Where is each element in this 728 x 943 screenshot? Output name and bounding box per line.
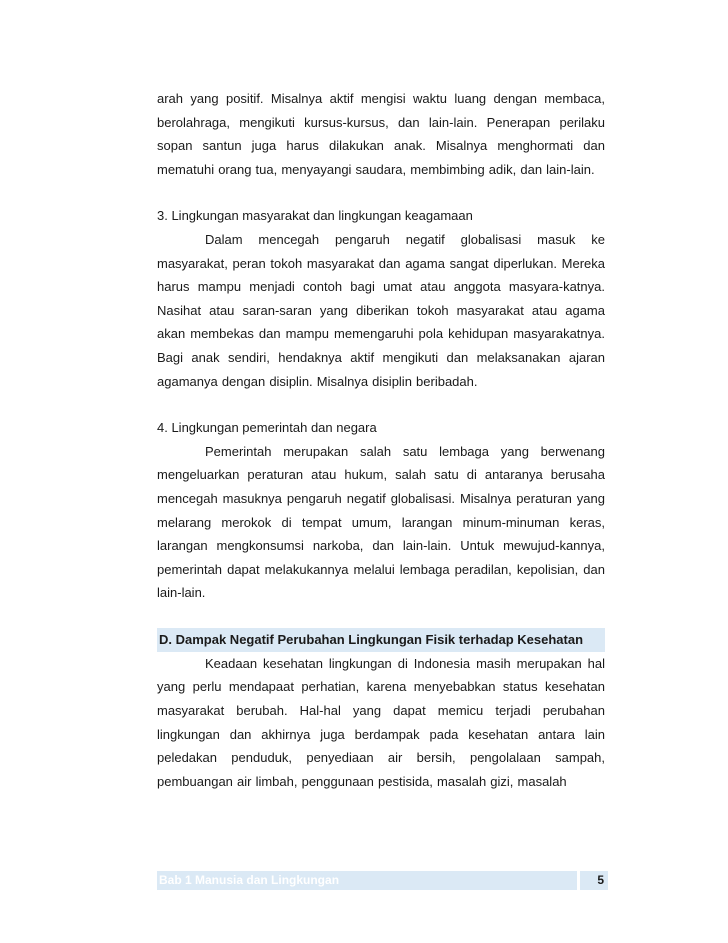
page-body xyxy=(157,87,605,793)
paragraph-continuation: arah yang positif. Misalnya aktif mengisi waktu luang dengan membaca, berolahraga, mengikuti kursus-kursus, dan lain-lain. Penerapan perilaku sopan santun juga harus dilakukan anak. Misalnya menghormati dan mematuhi orang tua, menyayangi saudara, membimbing adik, dan lain-lain. xyxy=(157,91,605,177)
paragraph-pemerintah: Pemerintah merupakan salah satu lembaga yang berwenang mengeluarkan peraturan atau hukum, salah satu di antaranya berusaha mencegah masuknya pengaruh negatif globalisasi. Misalnya peraturan yang melarang merokok di tempat umum, larangan minum-minuman keras, larangan mengkonsumsi narkoba, dan lain-lain. Untuk mewujud-kannya, pemerintah dapat melakukannya melalui lembaga peradilan, kepolisian, dan lain-lain. xyxy=(157,443,605,601)
heading-lingkungan-pemerintah: 4. Lingkungan pemerintah dan negara xyxy=(157,420,377,436)
spacer xyxy=(157,181,605,204)
paragraph-dampak-negatif: Keadaan kesehatan lingkungan di Indonesia masih merupakan hal yang perlu mendapaat perhatian, karena menyebabkan status kesehatan masyarakat berubah. Hal-hal yang dapat memicu terjadi perubahan lingkungan dan akhirnya juga berdampak pada kesehatan antara lain peledakan penduduk, penyediaan air bersih, pengolalaan sampah, pembuangan air limbah, penggunaan pestisida, masalah gizi, masalah xyxy=(157,655,605,789)
spacer xyxy=(157,605,605,628)
paragraph-masyarakat: Dalam mencegah pengaruh negatif globalisasi masuk ke masyarakat, peran tokoh masyarakat dan agama sangat diperlukan. Mereka harus mampu menjadi contoh bagi umat atau anggota masyara-katnya. Nasihat atau saran-saran yang diberikan tokoh masyarakat atau agama akan membekas dan mampu memengaruhi pola kehidupan masyarakatnya. Bagi anak sendiri, hendaknya aktif mengikuti dan melaksanakan ajaran agamanya dengan disiplin. Misalnya disiplin beribadah. xyxy=(157,231,605,389)
footer-chapter-title: Bab 1 Manusia dan Lingkungan xyxy=(157,871,577,890)
page-footer xyxy=(157,871,608,890)
page-number: 5 xyxy=(580,871,608,890)
spacer xyxy=(157,393,605,416)
heading-lingkungan-masyarakat: 3. Lingkungan masyarakat dan lingkungan keagamaan xyxy=(157,208,473,224)
section-d-title: D. Dampak Negatif Perubahan Lingkungan Fisik terhadap Kesehatan xyxy=(157,628,605,652)
